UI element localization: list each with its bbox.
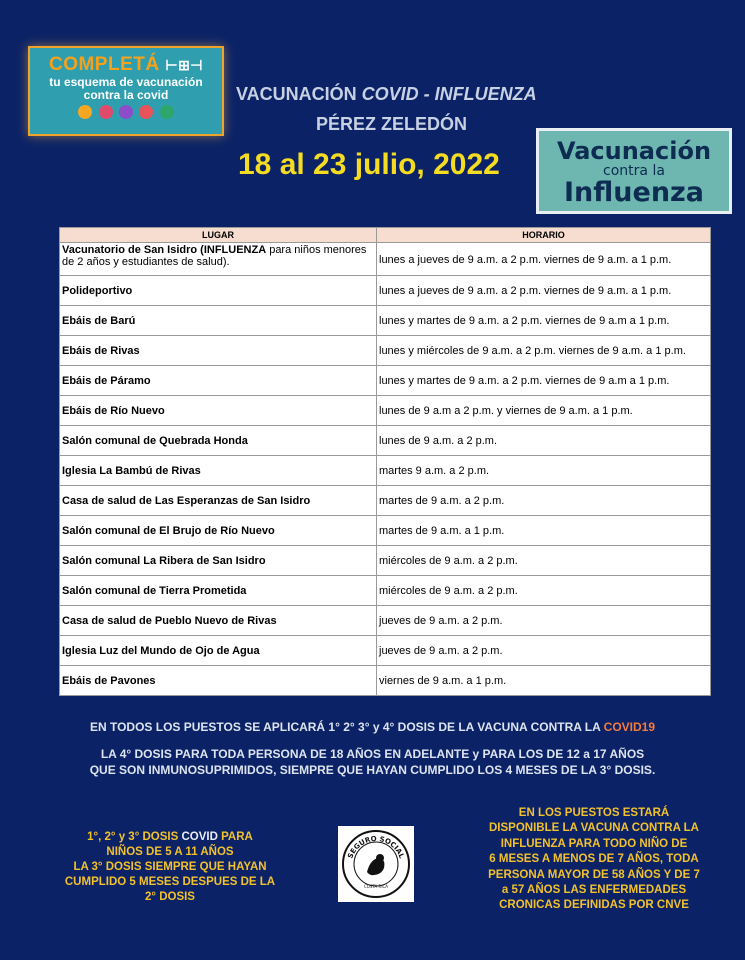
all-sites-note xyxy=(0,720,745,734)
seguro-social-seal xyxy=(338,826,414,902)
seal-country: COSTA RICA xyxy=(363,884,389,889)
table-row xyxy=(60,636,711,666)
hours-cell: lunes y martes de 9 a.m. a 2 p.m. viernes de 9 a.m a 1 p.m. xyxy=(377,366,711,396)
hours-cell: jueves de 9 a.m. a 2 p.m. xyxy=(377,636,711,666)
all-sites-text: EN TODOS LOS PUESTOS SE APLICARÁ 1° 2° 3° y 4° DOSIS DE LA VACUNA CONTRA LA xyxy=(89,720,604,734)
table-row xyxy=(60,366,711,396)
people-icon xyxy=(99,105,113,119)
influenza-line-5: PERSONA MAYOR DE 58 AÑOS Y DE 7 xyxy=(488,868,700,881)
table-row xyxy=(60,666,711,696)
hours-cell: miércoles de 9 a.m. a 2 p.m. xyxy=(377,546,711,576)
place-text-note: para niños menores de 2 años y estudiantes de salud). xyxy=(62,244,367,268)
kids-dose-note xyxy=(40,830,300,905)
kids-line-3: LA 3° DOSIS SIEMPRE QUE HAYAN xyxy=(73,861,267,873)
table-row xyxy=(60,276,711,306)
place-text-bold: INFLUENZA xyxy=(203,244,267,256)
seal-logo-icon xyxy=(340,828,412,900)
kids-para: PARA xyxy=(217,831,253,843)
campaign-headline: COMPLETÁ xyxy=(48,54,160,75)
influenza-line-2: DISPONIBLE LA VACUNA CONTRA LA xyxy=(489,822,699,835)
title-italic: COVID - INFLUENZA xyxy=(361,84,537,104)
place-text: Vacunatorio de San Isidro ( xyxy=(62,244,204,256)
seal-text: SEGURO SOCIAL xyxy=(346,834,406,860)
influenza-line-7: CRONICAS DEFINIDAS POR CNVE xyxy=(499,899,689,912)
place-cell: Salón comunal de Quebrada Honda xyxy=(60,426,377,456)
table-header-row xyxy=(60,228,711,243)
hours-cell: martes de 9 a.m. a 2 p.m. xyxy=(377,486,711,516)
table-row xyxy=(60,456,711,486)
place-cell: Ebáis de Río Nuevo xyxy=(60,396,377,426)
hours-cell: martes de 9 a.m. a 1 p.m. xyxy=(377,516,711,546)
hours-cell: lunes a jueves de 9 a.m. a 2 p.m. viernes de 9 a.m. a 1 p.m. xyxy=(377,243,711,276)
schedule-table xyxy=(59,227,711,696)
fourth-dose-line-1: LA 4° DOSIS PARA TODA PERSONA DE 18 AÑOS EN ADELANTE y PARA LOS DE 12 a 17 AÑOS xyxy=(100,747,645,761)
date-range: 18 al 23 julio, 2022 xyxy=(238,148,500,181)
hours-cell: lunes de 9 a.m a 2 p.m. y viernes de 9 a.m. a 1 p.m. xyxy=(377,396,711,426)
kids-line-2: NIÑOS DE 5 A 11 AÑOS xyxy=(106,846,234,858)
page-subtitle: PÉREZ ZELEDÓN xyxy=(316,114,468,134)
column-header-place: LUGAR xyxy=(60,228,377,243)
influenza-logo-line-2: contra la xyxy=(603,163,665,179)
campaign-icons xyxy=(30,105,222,124)
place-cell: Iglesia La Bambú de Rivas xyxy=(60,456,377,486)
hours-cell: miércoles de 9 a.m. a 2 p.m. xyxy=(377,576,711,606)
hours-cell: lunes de 9 a.m. a 2 p.m. xyxy=(377,426,711,456)
hours-cell: martes 9 a.m. a 2 p.m. xyxy=(377,456,711,486)
place-cell: Polideportivo xyxy=(60,276,377,306)
page-title xyxy=(236,84,537,105)
campaign-logo xyxy=(28,46,224,136)
place-cell xyxy=(60,243,377,276)
hours-cell: jueves de 9 a.m. a 2 p.m. xyxy=(377,606,711,636)
influenza-logo-line-1: Vacunación xyxy=(556,137,712,165)
title-prefix: VACUNACIÓN xyxy=(236,84,362,104)
fourth-dose-note xyxy=(0,746,745,778)
table-row xyxy=(60,426,711,456)
campaign-line-2: tu esquema de vacunación xyxy=(49,75,203,89)
table-row xyxy=(60,546,711,576)
syringe-icon: ⊢⊞⊣ xyxy=(165,57,203,73)
influenza-logo xyxy=(536,128,732,214)
kids-line-5: 2° DOSIS xyxy=(145,891,195,903)
hours-cell: lunes a jueves de 9 a.m. a 2 p.m. viernes de 9 a.m. a 1 p.m. xyxy=(377,276,711,306)
hours-cell: lunes y martes de 9 a.m. a 2 p.m. viernes de 9 a.m a 1 p.m. xyxy=(377,306,711,336)
influenza-word: INFLUENZA xyxy=(500,837,569,850)
table-row xyxy=(60,516,711,546)
place-cell: Ebáis de Pavones xyxy=(60,666,377,696)
place-cell: Ebáis de Rivas xyxy=(60,336,377,366)
hours-cell: lunes y miércoles de 9 a.m. a 2 p.m. viernes de 9 a.m. a 1 p.m. xyxy=(377,336,711,366)
table-row xyxy=(60,243,711,276)
influenza-line-4: 6 MESES A MENOS DE 7 AÑOS, TODA xyxy=(489,853,699,866)
place-cell: Iglesia Luz del Mundo de Ojo de Agua xyxy=(60,636,377,666)
table-row xyxy=(60,336,711,366)
table-row xyxy=(60,486,711,516)
covid-highlight: COVID19 xyxy=(603,720,656,734)
hours-cell: viernes de 9 a.m. a 1 p.m. xyxy=(377,666,711,696)
hands-icon xyxy=(78,105,92,119)
influenza-line-1: EN LOS PUESTOS ESTARÁ xyxy=(518,807,670,819)
fourth-dose-line-2: QUE SON INMUNOSUPRIMIDOS, SIEMPRE QUE HAYAN CUMPLIDO LOS 4 MESES DE LA 3° DOSIS. xyxy=(89,763,656,777)
campaign-line-3: contra la covid xyxy=(83,88,169,102)
place-cell: Ebáis de Barú xyxy=(60,306,377,336)
place-cell: Casa de salud de Las Esperanzas de San Isidro xyxy=(60,486,377,516)
influenza-line-6: a 57 AÑOS LAS ENFERMEDADES xyxy=(501,884,687,897)
place-cell: Salón comunal de El Brujo de Río Nuevo xyxy=(60,516,377,546)
mask-icon xyxy=(139,105,153,119)
syringe-small-icon xyxy=(160,105,174,119)
place-cell: Ebáis de Páramo xyxy=(60,366,377,396)
table-row xyxy=(60,306,711,336)
virus-icon xyxy=(119,105,133,119)
place-cell: Salón comunal La Ribera de San Isidro xyxy=(60,546,377,576)
table-row xyxy=(60,606,711,636)
kids-covid: COVID xyxy=(181,831,218,843)
influenza-note xyxy=(458,806,730,914)
influenza-logo-line-3: Influenza xyxy=(564,177,704,208)
influenza-line-3: PARA TODO NIÑO DE xyxy=(568,837,688,850)
kids-doses: 1°, 2° y 3° DOSIS xyxy=(87,831,182,843)
place-cell: Salón comunal de Tierra Prometida xyxy=(60,576,377,606)
kids-line-4: CUMPLIDO 5 MESES DESPUES DE LA xyxy=(64,876,276,888)
column-header-hours: HORARIO xyxy=(377,228,711,243)
table-row xyxy=(60,576,711,606)
place-cell: Casa de salud de Pueblo Nuevo de Rivas xyxy=(60,606,377,636)
table-row xyxy=(60,396,711,426)
